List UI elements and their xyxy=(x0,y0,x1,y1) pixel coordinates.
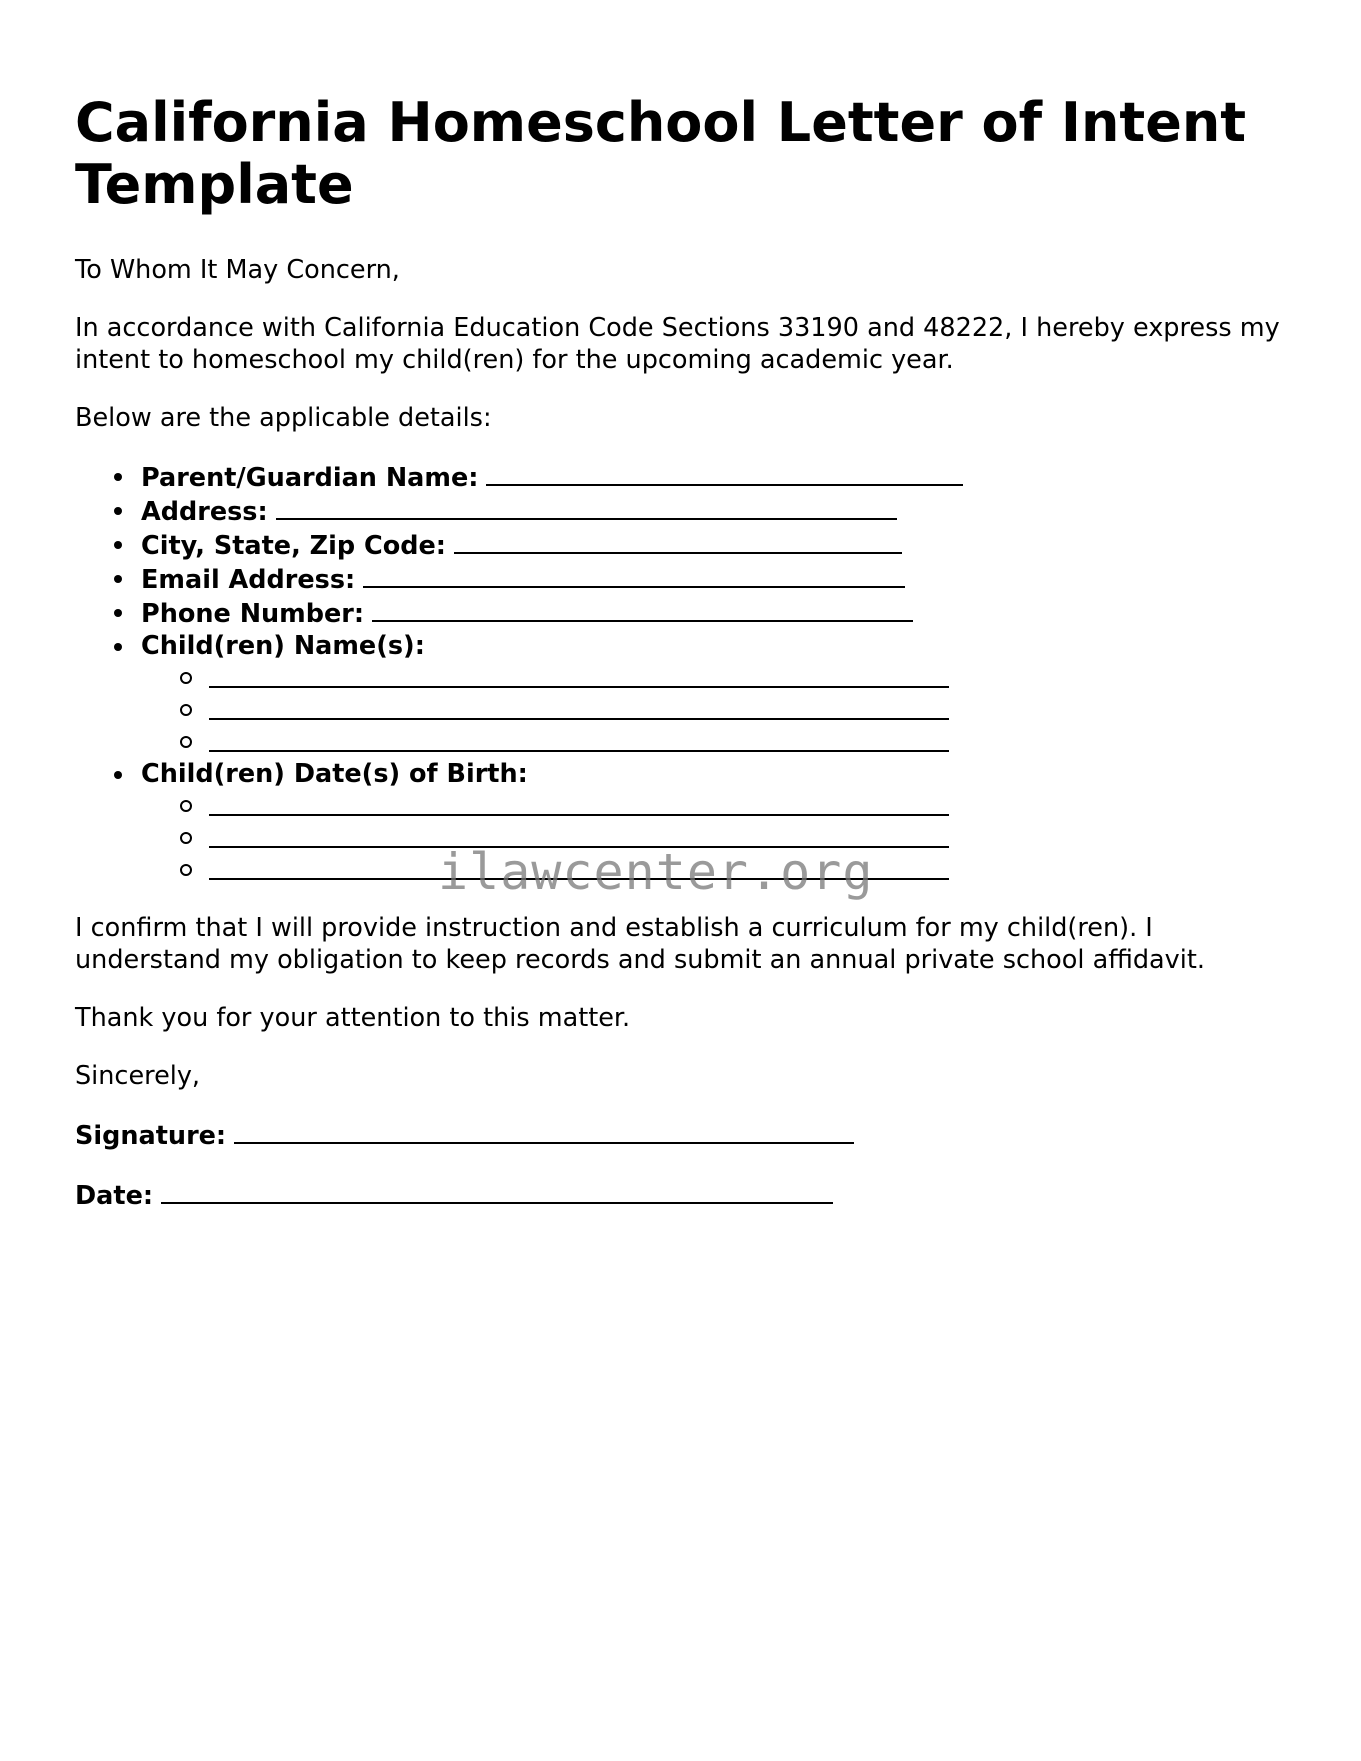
date-row xyxy=(75,1178,1305,1212)
signature-row xyxy=(75,1118,1305,1152)
parent-name-field[interactable] xyxy=(486,460,963,486)
intro-paragraph: In accordance with California Education Code Sections 33190 and 48222, I hereby express my intent to homeschool my child(ren) for the upcoming academic year. xyxy=(75,313,1280,375)
signature-label: Signature: xyxy=(75,1121,227,1151)
page-title: California Homeschool Letter of Intent Template xyxy=(75,91,1247,216)
child-name-field[interactable] xyxy=(209,694,949,720)
greeting: To Whom It May Concern, xyxy=(75,255,400,285)
child-dob-field[interactable] xyxy=(209,790,949,816)
confirm-paragraph: I confirm that I will provide instruction and establish a curriculum for my child(ren). I understand my obligation to keep records and submit an annual private school affidavit. xyxy=(75,913,1205,975)
sub-list-item xyxy=(141,790,1305,822)
sub-list-item xyxy=(141,726,1305,758)
child-name-field[interactable] xyxy=(209,726,949,752)
email-field[interactable] xyxy=(363,562,905,588)
children-names-sublist xyxy=(141,662,1305,758)
list-item xyxy=(75,630,1305,758)
address-label: Address: xyxy=(141,497,268,527)
list-item xyxy=(75,494,1305,528)
city-state-zip-field[interactable] xyxy=(454,528,902,554)
child-name-field[interactable] xyxy=(209,662,949,688)
signature-field[interactable] xyxy=(234,1118,854,1144)
city-state-zip-label: City, State, Zip Code: xyxy=(141,531,447,561)
children-names-label: Child(ren) Name(s): xyxy=(141,631,425,661)
thanks-paragraph: Thank you for your attention to this matter. xyxy=(75,1003,631,1033)
children-dob-label: Child(ren) Date(s) of Birth: xyxy=(141,759,528,789)
watermark: ilawcenter.org xyxy=(438,843,874,901)
sub-list-item xyxy=(141,694,1305,726)
list-item xyxy=(75,562,1305,596)
letter-page xyxy=(75,92,1305,1212)
phone-field[interactable] xyxy=(372,596,913,622)
sub-list-item xyxy=(141,662,1305,694)
details-intro: Below are the applicable details: xyxy=(75,403,492,433)
list-item xyxy=(75,596,1305,630)
list-item xyxy=(75,528,1305,562)
phone-label: Phone Number: xyxy=(141,599,365,629)
date-label: Date: xyxy=(75,1181,154,1211)
parent-name-label: Parent/Guardian Name: xyxy=(141,463,479,493)
details-list xyxy=(75,460,1305,886)
email-label: Email Address: xyxy=(141,565,356,595)
list-item xyxy=(75,460,1305,494)
date-field[interactable] xyxy=(161,1178,833,1204)
closing: Sincerely, xyxy=(75,1061,201,1091)
address-field[interactable] xyxy=(276,494,897,520)
